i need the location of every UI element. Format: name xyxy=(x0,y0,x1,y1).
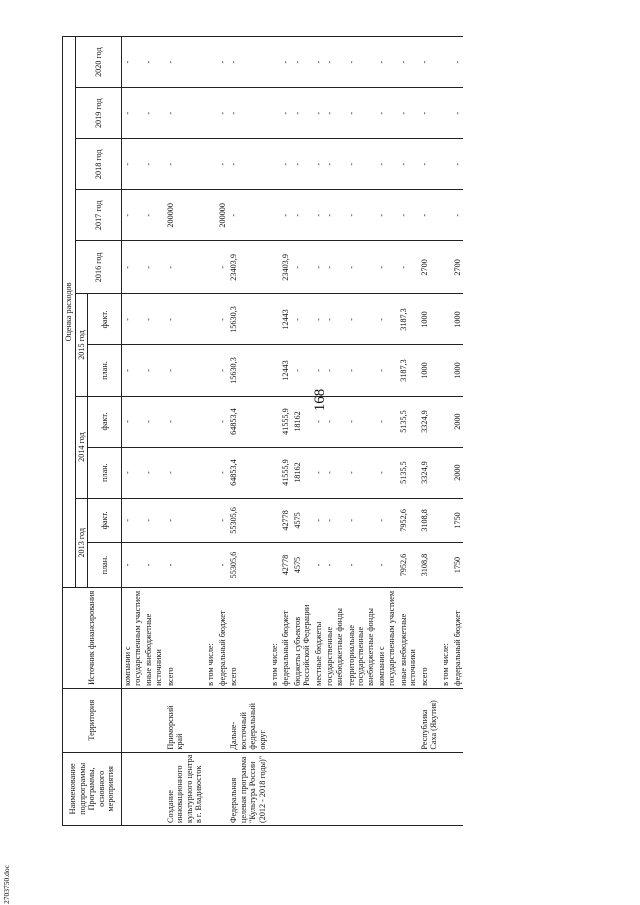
row-value-cell: - xyxy=(376,345,397,396)
row-name-cell xyxy=(440,752,452,825)
row-value-cell: - xyxy=(292,139,313,190)
row-value-cell xyxy=(440,139,452,190)
row-value-cell xyxy=(269,139,281,190)
table-row xyxy=(376,37,397,826)
row-value-cell: - xyxy=(452,88,464,139)
row-source-cell: всего xyxy=(228,587,268,688)
row-name-cell xyxy=(419,752,440,825)
row-value-cell: 3324,9 xyxy=(419,447,440,498)
row-value-cell xyxy=(205,88,217,139)
row-value-cell: - xyxy=(376,396,397,447)
row-territory-cell: Дальне-восточный федеральный округ xyxy=(228,688,268,752)
row-value-cell: 3187,3 xyxy=(398,345,419,396)
row-value-cell: - xyxy=(228,37,268,88)
row-value-cell: - xyxy=(143,241,164,294)
row-value-cell xyxy=(440,543,452,588)
row-value-cell: - xyxy=(217,396,229,447)
row-value-cell: 1000 xyxy=(419,345,440,396)
row-value-cell: - xyxy=(143,190,164,241)
row-value-cell xyxy=(440,294,452,345)
row-name-cell xyxy=(122,752,144,825)
header-2016: 2016 год xyxy=(75,241,122,294)
row-value-cell: 2000 xyxy=(452,396,464,447)
row-source-cell: территориальные государственные внебюджетные фонды xyxy=(346,587,377,688)
row-value-cell xyxy=(205,447,217,498)
row-value-cell: - xyxy=(313,37,325,88)
page-number: 168 xyxy=(312,388,328,412)
row-source-cell: местные бюджеты xyxy=(313,587,325,688)
row-territory-cell xyxy=(280,688,292,752)
row-value-cell: 200000 xyxy=(217,190,229,241)
row-value-cell: - xyxy=(346,294,377,345)
table-row xyxy=(217,37,229,826)
row-value-cell: - xyxy=(165,294,205,345)
row-value-cell xyxy=(269,88,281,139)
row-value-cell: 23403,9 xyxy=(228,241,268,294)
row-value-cell: 4575 xyxy=(292,543,313,588)
row-value-cell xyxy=(440,88,452,139)
row-territory-cell xyxy=(313,688,325,752)
row-value-cell: - xyxy=(324,37,345,88)
header-2014-plan: план. xyxy=(88,447,122,498)
footer-code: 2703750.doc xyxy=(2,865,11,904)
header-2015-fact: факт. xyxy=(88,294,122,345)
header-2013-fact: факт. xyxy=(88,498,122,543)
row-name-cell xyxy=(280,752,292,825)
table-row xyxy=(419,37,440,826)
row-value-cell: - xyxy=(346,37,377,88)
row-value-cell: 3108,8 xyxy=(419,543,440,588)
row-value-cell: - xyxy=(324,241,345,294)
header-territory: Территория xyxy=(63,688,122,752)
row-value-cell xyxy=(440,190,452,241)
row-value-cell xyxy=(440,241,452,294)
row-value-cell xyxy=(205,345,217,396)
row-value-cell: - xyxy=(419,190,440,241)
row-territory-cell xyxy=(440,688,452,752)
row-value-cell: - xyxy=(452,190,464,241)
row-value-cell: - xyxy=(280,139,292,190)
row-value-cell xyxy=(440,447,452,498)
rotated-table-wrapper xyxy=(62,36,602,826)
row-value-cell: - xyxy=(165,498,205,543)
row-value-cell: - xyxy=(313,88,325,139)
row-value-cell: - xyxy=(122,88,144,139)
row-value-cell: - xyxy=(165,88,205,139)
row-territory-cell xyxy=(452,688,464,752)
row-value-cell: 1750 xyxy=(452,543,464,588)
row-value-cell: 15630,3 xyxy=(228,345,268,396)
table-row xyxy=(346,37,377,826)
row-territory-cell xyxy=(324,688,345,752)
row-value-cell: 64853,4 xyxy=(228,396,268,447)
row-value-cell: - xyxy=(165,447,205,498)
row-name-cell xyxy=(376,752,397,825)
row-value-cell: - xyxy=(122,190,144,241)
row-name-cell xyxy=(313,752,325,825)
row-value-cell xyxy=(440,498,452,543)
row-value-cell xyxy=(205,396,217,447)
row-value-cell: - xyxy=(346,498,377,543)
row-value-cell: 41555,9 xyxy=(280,396,292,447)
row-value-cell: 23403,9 xyxy=(280,241,292,294)
row-value-cell: - xyxy=(122,241,144,294)
row-value-cell: - xyxy=(376,190,397,241)
row-territory-cell: Приморский край xyxy=(165,688,205,752)
row-value-cell: - xyxy=(419,37,440,88)
row-name-cell xyxy=(452,752,464,825)
row-value-cell: - xyxy=(313,139,325,190)
table-row xyxy=(165,37,205,826)
row-territory-cell xyxy=(143,688,164,752)
row-value-cell: - xyxy=(376,88,397,139)
row-value-cell: - xyxy=(313,190,325,241)
row-value-cell: - xyxy=(122,447,144,498)
row-value-cell: - xyxy=(228,190,268,241)
row-value-cell xyxy=(205,139,217,190)
row-value-cell: - xyxy=(324,88,345,139)
row-value-cell xyxy=(205,241,217,294)
row-value-cell: - xyxy=(122,396,144,447)
row-value-cell: - xyxy=(376,294,397,345)
table-row xyxy=(292,37,313,826)
row-value-cell: - xyxy=(398,139,419,190)
row-value-cell: - xyxy=(398,37,419,88)
row-value-cell: - xyxy=(122,139,144,190)
row-value-cell: - xyxy=(346,396,377,447)
row-value-cell: 18162 xyxy=(292,447,313,498)
table-row xyxy=(313,37,325,826)
expenditure-table xyxy=(62,36,463,826)
table-row xyxy=(398,37,419,826)
row-value-cell xyxy=(269,543,281,588)
row-territory-cell xyxy=(205,688,217,752)
row-value-cell: - xyxy=(143,139,164,190)
row-source-cell: всего xyxy=(165,587,205,688)
row-value-cell: - xyxy=(346,447,377,498)
row-name-cell xyxy=(205,752,217,825)
row-value-cell: 15630,3 xyxy=(228,294,268,345)
row-value-cell: 64853,4 xyxy=(228,447,268,498)
header-2020: 2020 год xyxy=(75,37,122,88)
row-value-cell: - xyxy=(143,543,164,588)
row-name-cell xyxy=(269,752,281,825)
row-value-cell: - xyxy=(122,345,144,396)
row-value-cell: - xyxy=(419,88,440,139)
row-value-cell: - xyxy=(346,345,377,396)
header-2014-fact: факт. xyxy=(88,396,122,447)
row-source-cell: в том числе: xyxy=(440,587,452,688)
row-value-cell xyxy=(440,345,452,396)
row-value-cell: - xyxy=(122,543,144,588)
row-value-cell xyxy=(269,37,281,88)
row-value-cell: - xyxy=(346,543,377,588)
row-value-cell: 12443 xyxy=(280,294,292,345)
row-value-cell: 5135,5 xyxy=(398,447,419,498)
row-source-cell: федеральный бюджет xyxy=(280,587,292,688)
row-value-cell: - xyxy=(398,88,419,139)
row-value-cell: - xyxy=(165,396,205,447)
row-value-cell: - xyxy=(324,345,345,396)
row-value-cell: - xyxy=(346,241,377,294)
row-value-cell: - xyxy=(165,241,205,294)
row-value-cell: - xyxy=(280,190,292,241)
row-value-cell: 200000 xyxy=(165,190,205,241)
row-value-cell: - xyxy=(324,294,345,345)
row-source-cell: бюджеты субъектов Российской Федерации xyxy=(292,587,313,688)
row-value-cell: - xyxy=(324,396,345,447)
header-2013: 2013 год xyxy=(75,498,88,587)
row-value-cell: 42778 xyxy=(280,498,292,543)
row-value-cell: - xyxy=(122,294,144,345)
row-value-cell: - xyxy=(228,88,268,139)
row-value-cell: - xyxy=(165,345,205,396)
row-value-cell xyxy=(205,498,217,543)
row-value-cell: - xyxy=(143,396,164,447)
row-source-cell: всего xyxy=(419,587,440,688)
row-name-cell xyxy=(398,752,419,825)
row-value-cell xyxy=(269,241,281,294)
row-value-cell xyxy=(269,447,281,498)
row-value-cell: - xyxy=(217,543,229,588)
row-value-cell: - xyxy=(292,294,313,345)
row-value-cell xyxy=(205,543,217,588)
row-value-cell: - xyxy=(324,190,345,241)
row-value-cell: 4575 xyxy=(292,498,313,543)
row-value-cell: - xyxy=(313,498,325,543)
row-value-cell: 3324,9 xyxy=(419,396,440,447)
row-value-cell: - xyxy=(376,498,397,543)
row-name-cell: Федеральная целевая программа "Культура России (2012 - 2018 годы)" xyxy=(228,752,268,825)
row-value-cell: - xyxy=(292,88,313,139)
row-value-cell: - xyxy=(313,543,325,588)
row-source-cell: иные внебюджетные источники xyxy=(398,587,419,688)
row-value-cell: 1000 xyxy=(452,345,464,396)
row-value-cell: 2000 xyxy=(452,447,464,498)
row-name-cell xyxy=(143,752,164,825)
row-value-cell: - xyxy=(217,447,229,498)
row-value-cell xyxy=(269,345,281,396)
row-value-cell: 55305,6 xyxy=(228,543,268,588)
row-value-cell: 18162 xyxy=(292,396,313,447)
row-value-cell: - xyxy=(122,498,144,543)
row-value-cell: 2700 xyxy=(452,241,464,294)
row-name-cell xyxy=(217,752,229,825)
row-value-cell: 1000 xyxy=(419,294,440,345)
row-value-cell: - xyxy=(217,498,229,543)
row-value-cell: - xyxy=(292,190,313,241)
row-value-cell: 12443 xyxy=(280,345,292,396)
row-value-cell: - xyxy=(313,345,325,396)
row-value-cell: 2700 xyxy=(419,241,440,294)
row-value-cell: - xyxy=(313,294,325,345)
row-value-cell xyxy=(205,37,217,88)
row-value-cell: - xyxy=(122,37,144,88)
row-value-cell: - xyxy=(143,294,164,345)
row-value-cell: - xyxy=(376,241,397,294)
row-source-cell: федеральный бюджет xyxy=(452,587,464,688)
row-source-cell: компании с государственным участием xyxy=(376,587,397,688)
row-value-cell: - xyxy=(217,294,229,345)
row-name-cell xyxy=(292,752,313,825)
row-value-cell: 41555,9 xyxy=(280,447,292,498)
row-value-cell: - xyxy=(346,88,377,139)
table-row xyxy=(280,37,292,826)
row-territory-cell xyxy=(376,688,397,752)
header-2015: 2015 год xyxy=(75,294,88,396)
row-value-cell: - xyxy=(292,345,313,396)
row-value-cell: 3108,8 xyxy=(419,498,440,543)
row-value-cell: - xyxy=(280,88,292,139)
row-source-cell: федеральный бюджет xyxy=(217,587,229,688)
table-row xyxy=(122,37,144,826)
row-name-cell: Создание инновационного культурного центра в г. Владивосток xyxy=(165,752,205,825)
row-value-cell: - xyxy=(217,139,229,190)
table-row xyxy=(324,37,345,826)
row-value-cell: - xyxy=(143,345,164,396)
row-value-cell xyxy=(205,294,217,345)
header-2019: 2019 год xyxy=(75,88,122,139)
row-value-cell xyxy=(269,498,281,543)
row-value-cell: - xyxy=(313,447,325,498)
header-2013-plan: план. xyxy=(88,543,122,588)
row-value-cell: - xyxy=(324,447,345,498)
row-source-cell: в том числе: xyxy=(205,587,217,688)
row-value-cell: - xyxy=(143,88,164,139)
row-territory-cell: Республика Саха (Якутия) xyxy=(419,688,440,752)
header-2018: 2018 год xyxy=(75,139,122,190)
row-territory-cell xyxy=(122,688,144,752)
row-value-cell: 3187,3 xyxy=(398,294,419,345)
header-estimate: Оценка расходов xyxy=(63,37,76,588)
row-value-cell: - xyxy=(376,139,397,190)
table-row xyxy=(440,37,452,826)
row-value-cell: - xyxy=(165,37,205,88)
row-value-cell: - xyxy=(280,37,292,88)
row-value-cell: - xyxy=(398,190,419,241)
row-value-cell: - xyxy=(313,241,325,294)
row-territory-cell xyxy=(269,688,281,752)
header-source: Источник финансирования xyxy=(63,587,122,688)
row-value-cell xyxy=(205,190,217,241)
row-value-cell: - xyxy=(324,543,345,588)
table-body xyxy=(122,37,464,826)
row-value-cell: - xyxy=(313,396,325,447)
row-source-cell: иные внебюджетные источники xyxy=(143,587,164,688)
row-value-cell: - xyxy=(376,543,397,588)
row-value-cell: 7952,6 xyxy=(398,543,419,588)
row-value-cell: 55305,6 xyxy=(228,498,268,543)
row-value-cell: 7952,6 xyxy=(398,498,419,543)
row-territory-cell xyxy=(292,688,313,752)
row-value-cell: - xyxy=(452,139,464,190)
row-territory-cell xyxy=(217,688,229,752)
row-value-cell: - xyxy=(452,37,464,88)
row-territory-cell xyxy=(346,688,377,752)
row-source-cell: в том числе: xyxy=(269,587,281,688)
table-row xyxy=(205,37,217,826)
row-value-cell: - xyxy=(143,498,164,543)
row-value-cell: - xyxy=(217,241,229,294)
row-value-cell: - xyxy=(228,139,268,190)
header-name: Наименование подпрограммы Программы, основного мероприятия xyxy=(63,752,122,825)
row-value-cell: - xyxy=(143,37,164,88)
table-row xyxy=(269,37,281,826)
row-value-cell: - xyxy=(376,37,397,88)
row-value-cell: - xyxy=(376,447,397,498)
row-value-cell: - xyxy=(165,139,205,190)
row-value-cell: 1000 xyxy=(452,294,464,345)
header-2015-plan: план. xyxy=(88,345,122,396)
row-value-cell xyxy=(269,190,281,241)
row-value-cell: - xyxy=(346,139,377,190)
header-2014: 2014 год xyxy=(75,396,88,498)
row-value-cell: - xyxy=(324,498,345,543)
row-value-cell: - xyxy=(324,139,345,190)
row-name-cell xyxy=(324,752,345,825)
row-value-cell: - xyxy=(143,447,164,498)
row-value-cell xyxy=(269,294,281,345)
row-value-cell: - xyxy=(346,190,377,241)
table-row xyxy=(143,37,164,826)
table-row xyxy=(228,37,268,826)
row-territory-cell xyxy=(398,688,419,752)
header-2017: 2017 год xyxy=(75,190,122,241)
row-value-cell: - xyxy=(292,241,313,294)
row-value-cell: - xyxy=(217,345,229,396)
row-source-cell: компании с государственным участием xyxy=(122,587,144,688)
row-value-cell: 1750 xyxy=(452,498,464,543)
row-value-cell: - xyxy=(419,139,440,190)
row-value-cell xyxy=(269,396,281,447)
row-source-cell: государственные внебюджетные фонды xyxy=(324,587,345,688)
row-value-cell xyxy=(440,396,452,447)
table-header xyxy=(63,37,122,826)
row-value-cell xyxy=(440,37,452,88)
row-value-cell: 42778 xyxy=(280,543,292,588)
row-value-cell: - xyxy=(292,37,313,88)
row-value-cell: 5135,5 xyxy=(398,396,419,447)
row-name-cell xyxy=(346,752,377,825)
row-value-cell: - xyxy=(398,241,419,294)
table-row xyxy=(452,37,464,826)
row-value-cell: - xyxy=(217,88,229,139)
row-value-cell: - xyxy=(165,543,205,588)
row-value-cell: - xyxy=(217,37,229,88)
